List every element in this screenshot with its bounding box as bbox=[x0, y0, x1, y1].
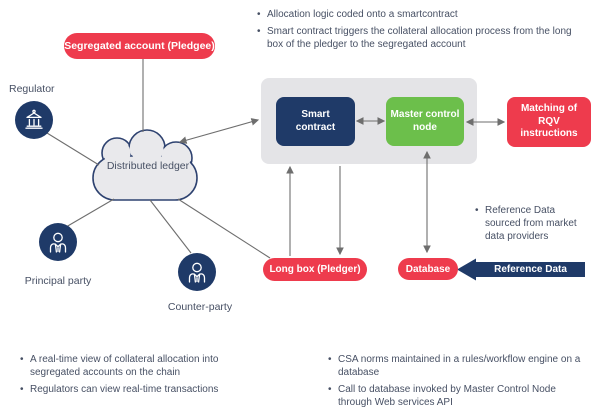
matching-rqv-label: Matching of RQV instructions bbox=[520, 102, 578, 140]
long-box-label: Long box (Pledger) bbox=[269, 264, 361, 275]
distributed-ledger-label: Distributed ledger bbox=[106, 160, 190, 172]
bullet-text: Regulators can view real-time transactions bbox=[30, 384, 219, 395]
bottom-left-bullet-list bbox=[20, 353, 258, 400]
bullet-item bbox=[20, 353, 258, 379]
matching-rqv-node bbox=[507, 97, 591, 147]
bullet-text: Allocation logic coded onto a smartcontract bbox=[267, 9, 458, 20]
long-box-node bbox=[263, 258, 367, 281]
bullet-text: Call to database invoked by Master Control Node through Web services API bbox=[338, 384, 556, 408]
bullet-text: Smart contract triggers the collateral allocation process from the long box of the pledger to the segregated account bbox=[267, 26, 572, 50]
segregated-account-node bbox=[64, 33, 215, 59]
master-control-node bbox=[386, 97, 464, 146]
reference-data-banner-text: Reference Data bbox=[494, 263, 567, 275]
regulator-label: Regulator bbox=[9, 83, 55, 95]
bullet-item bbox=[328, 383, 582, 409]
bullet-text: Reference Data sourced from market data providers bbox=[485, 205, 577, 242]
reference-data-bullet-list bbox=[475, 204, 583, 247]
database-node bbox=[398, 258, 458, 280]
bullet-item bbox=[20, 383, 258, 396]
counter-party-label: Counter-party bbox=[167, 301, 233, 313]
bullet-item bbox=[475, 204, 583, 243]
top-bullet-list bbox=[257, 8, 589, 55]
bullet-item bbox=[328, 353, 582, 379]
segregated-account-label: Segregated account (Pledgee) bbox=[64, 40, 215, 52]
master-control-node-label: Master control node bbox=[390, 108, 460, 133]
principal-party-icon bbox=[39, 223, 77, 266]
bottom-right-bullet-list bbox=[328, 353, 582, 413]
bullet-text: A real-time view of collateral allocation into segregated accounts on the chain bbox=[30, 354, 219, 378]
bullet-text: CSA norms maintained in a rules/workflow engine on a database bbox=[338, 354, 581, 378]
database-label: Database bbox=[405, 263, 451, 275]
bullet-item bbox=[257, 8, 589, 21]
smart-contract-node bbox=[276, 97, 355, 146]
bullet-item bbox=[257, 25, 589, 51]
principal-party-label: Principal party bbox=[24, 275, 92, 287]
reference-data-banner-label bbox=[476, 261, 585, 277]
counter-party-icon bbox=[178, 253, 216, 296]
smart-contract-label: Smart contract bbox=[295, 108, 336, 133]
regulator-icon bbox=[15, 101, 53, 144]
